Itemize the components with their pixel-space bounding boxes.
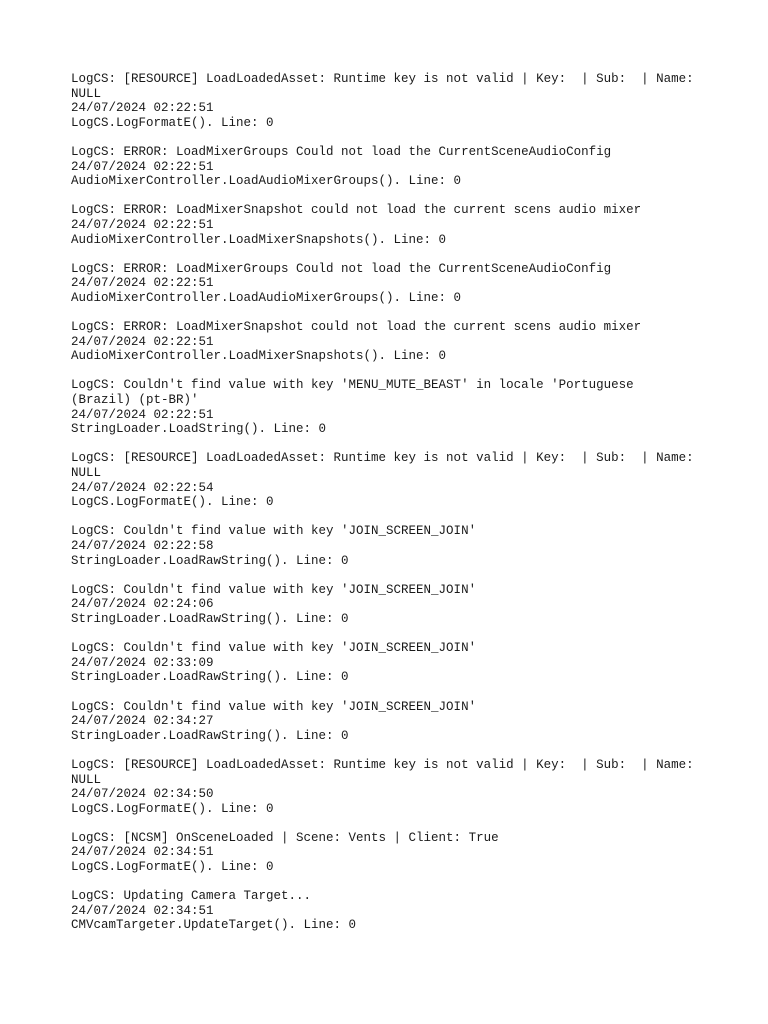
log-timestamp: 24/07/2024 02:34:51: [71, 903, 214, 918]
log-message-line: LogCS: [RESOURCE] LoadLoadedAsset: Runtime key is not valid | Key: | Sub: | Name:: [71, 757, 694, 772]
log-timestamp: 24/07/2024 02:24:06: [71, 597, 214, 612]
log-source: StringLoader.LoadRawString(). Line: 0: [71, 728, 349, 743]
log-entry: [71, 320, 711, 364]
log-timestamp: 24/07/2024 02:22:51: [71, 159, 214, 174]
log-message-line: LogCS: Couldn't find value with key 'JOIN_SCREEN_JOIN': [71, 524, 477, 539]
log-source: CMVcamTargeter.UpdateTarget(). Line: 0: [71, 918, 357, 933]
log-message-line: LogCS: [RESOURCE] LoadLoadedAsset: Runtime key is not valid | Key: | Sub: | Name:: [71, 451, 694, 466]
log-source: LogCS.LogFormatE(). Line: 0: [71, 860, 274, 875]
log-message-line: LogCS: ERROR: LoadMixerSnapshot could not load the current scens audio mixer: [71, 320, 642, 335]
log-entry: [71, 378, 711, 436]
log-entry: [71, 700, 711, 744]
log-source: StringLoader.LoadString(). Line: 0: [71, 422, 327, 437]
log-message-line: LogCS: [NCSM] OnSceneLoaded | Scene: Vents | Client: True: [71, 830, 499, 845]
log-entry: [71, 831, 711, 875]
log-timestamp: 24/07/2024 02:22:51: [71, 407, 214, 422]
log-message-line: NULL: [71, 772, 102, 787]
log-message-line: NULL: [71, 466, 102, 481]
log-source: LogCS.LogFormatE(). Line: 0: [71, 495, 274, 510]
log-timestamp: 24/07/2024 02:34:50: [71, 787, 214, 802]
log-message-line: LogCS: Couldn't find value with key 'MENU_MUTE_BEAST' in locale 'Portuguese: [71, 378, 634, 393]
log-source: LogCS.LogFormatE(). Line: 0: [71, 115, 274, 130]
log-timestamp: 24/07/2024 02:22:51: [71, 276, 214, 291]
log-document: [71, 72, 711, 948]
log-message-line: LogCS: ERROR: LoadMixerSnapshot could not load the current scens audio mixer: [71, 203, 642, 218]
log-entry: [71, 451, 711, 509]
log-source: LogCS.LogFormatE(). Line: 0: [71, 801, 274, 816]
log-timestamp: 24/07/2024 02:22:51: [71, 217, 214, 232]
log-message-line: NULL: [71, 86, 102, 101]
log-source: AudioMixerController.LoadMixerSnapshots(). Line: 0: [71, 232, 447, 247]
log-timestamp: 24/07/2024 02:22:51: [71, 101, 214, 116]
log-source: AudioMixerController.LoadMixerSnapshots(). Line: 0: [71, 349, 447, 364]
log-source: AudioMixerController.LoadAudioMixerGroups(). Line: 0: [71, 290, 462, 305]
log-timestamp: 24/07/2024 02:22:58: [71, 539, 214, 553]
log-entry: [71, 641, 711, 685]
log-source: AudioMixerController.LoadAudioMixerGroups(). Line: 0: [71, 174, 462, 189]
log-source: StringLoader.LoadRawString(). Line: 0: [71, 670, 349, 685]
log-message-line: LogCS: Couldn't find value with key 'JOIN_SCREEN_JOIN': [71, 641, 477, 656]
log-entry: [71, 72, 711, 130]
log-message-line: (Brazil) (pt-BR)': [71, 393, 199, 408]
log-message-line: LogCS: Couldn't find value with key 'JOIN_SCREEN_JOIN': [71, 582, 477, 597]
log-entry: [71, 203, 711, 247]
log-entry: [71, 758, 711, 816]
log-timestamp: 24/07/2024 02:22:51: [71, 334, 214, 349]
log-timestamp: 24/07/2024 02:33:09: [71, 655, 214, 670]
log-message-line: LogCS: ERROR: LoadMixerGroups Could not load the CurrentSceneAudioConfig: [71, 144, 612, 159]
log-message-line: LogCS: Couldn't find value with key 'JOIN_SCREEN_JOIN': [71, 699, 477, 714]
log-timestamp: 24/07/2024 02:22:54: [71, 480, 214, 495]
log-entry: [71, 145, 711, 189]
log-timestamp: 24/07/2024 02:34:27: [71, 714, 214, 729]
log-entry: [71, 889, 711, 933]
log-message-line: LogCS: Updating Camera Target...: [71, 889, 312, 904]
log-message-line: LogCS: ERROR: LoadMixerGroups Could not load the CurrentSceneAudioConfig: [71, 261, 612, 276]
log-source: StringLoader.LoadRawString(). Line: 0: [71, 611, 349, 626]
log-entry: [71, 524, 711, 568]
log-entry: [71, 583, 711, 627]
log-message-line: LogCS: [RESOURCE] LoadLoadedAsset: Runtime key is not valid | Key: | Sub: | Name:: [71, 72, 694, 86]
log-source: StringLoader.LoadRawString(). Line: 0: [71, 553, 349, 568]
log-entry: [71, 262, 711, 306]
log-timestamp: 24/07/2024 02:34:51: [71, 845, 214, 860]
